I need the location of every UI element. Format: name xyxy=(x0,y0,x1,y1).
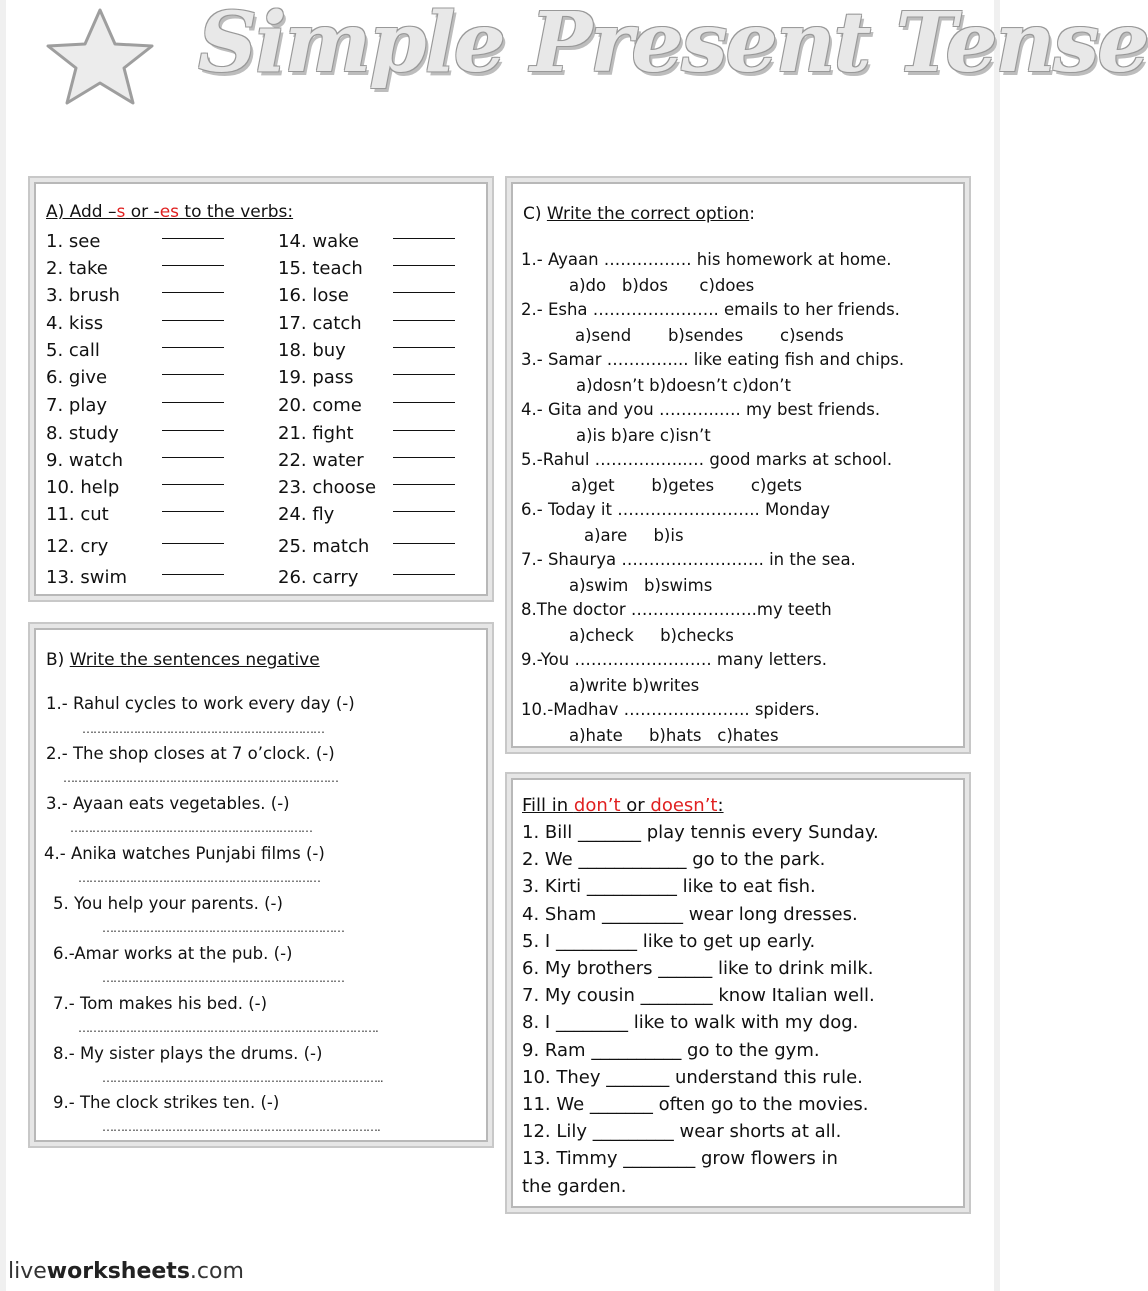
answer-options[interactable]: a)swim b)swims xyxy=(569,576,713,595)
answer-blank[interactable]: __________ xyxy=(591,1039,682,1061)
verb-answer-blank[interactable] xyxy=(162,347,224,348)
fill-in-sentence xyxy=(522,1121,841,1142)
fill-in-sentence xyxy=(522,1040,820,1061)
verb-item: 5. call xyxy=(46,340,100,361)
sentence-end: like to eat fish. xyxy=(682,876,816,898)
section-d-title: Fill in don’t or doesn’t: xyxy=(522,795,724,816)
option-question: 8.The doctor …………………..my teeth xyxy=(521,600,832,619)
negative-sentence: 4.- Anika watches Punjabi films (-) xyxy=(44,844,325,863)
sentence-end: understand this rule. xyxy=(674,1066,863,1088)
answer-line[interactable]: ………………………………………………………… xyxy=(102,971,344,985)
verb-item: 4. kiss xyxy=(46,313,104,334)
sentence-start: 10. They xyxy=(522,1066,601,1088)
verb-item: 14. wake xyxy=(278,231,359,252)
answer-blank[interactable]: _________ xyxy=(592,1121,674,1143)
verb-answer-blank[interactable] xyxy=(393,484,455,485)
answer-options[interactable]: a)send b)sendes c)sends xyxy=(575,326,844,345)
verb-answer-blank[interactable] xyxy=(393,457,455,458)
answer-blank[interactable]: ______ xyxy=(658,958,713,979)
fill-in-sentence xyxy=(522,822,879,843)
verb-item: 26. carry xyxy=(278,567,359,588)
option-question: 10.-Madhav ………………….. spiders. xyxy=(521,700,820,719)
sentence-start: 13. Timmy xyxy=(522,1148,618,1170)
answer-line[interactable]: …………………………………………………………………. xyxy=(102,1120,380,1134)
sentence-start: 11. We xyxy=(522,1094,585,1115)
negative-sentence: 1.- Rahul cycles to work every day (-) xyxy=(46,694,355,713)
answer-options[interactable]: a)get b)getes c)gets xyxy=(571,476,803,495)
option-question: 5.-Rahul ……………..… good marks at school. xyxy=(521,450,893,469)
verb-answer-blank[interactable] xyxy=(162,511,224,512)
sentence-end: wear shorts at all. xyxy=(679,1121,842,1143)
fill-in-sentence xyxy=(522,985,875,1006)
sentence-start: 12. Lily xyxy=(522,1121,588,1143)
verb-item: 9. watch xyxy=(46,450,124,471)
sentence-end: like to walk with my dog. xyxy=(633,1012,859,1034)
fill-in-sentence xyxy=(522,1067,863,1088)
sentence-start: 1. Bill xyxy=(522,822,573,843)
answer-blank[interactable]: _______ xyxy=(589,1094,653,1115)
verb-item: 22. water xyxy=(278,450,364,471)
fill-in-sentence xyxy=(522,849,825,870)
verb-item: 25. match xyxy=(278,536,370,557)
answer-blank[interactable]: ________ xyxy=(640,985,713,1007)
section-c-title: C) Write the correct option: xyxy=(523,204,755,224)
verb-answer-blank[interactable] xyxy=(162,402,224,403)
answer-options[interactable]: a)check b)checks xyxy=(569,626,734,645)
answer-blank[interactable]: _________ xyxy=(602,903,684,925)
sentence-start: 8. I xyxy=(522,1012,551,1034)
verb-item: 17. catch xyxy=(278,313,362,334)
option-question: 1.- Ayaan ……………. his homework at home. xyxy=(521,250,892,269)
sentence-start: 6. My brothers xyxy=(522,958,653,979)
verb-answer-blank[interactable] xyxy=(393,402,455,403)
fill-in-sentence xyxy=(522,958,873,979)
answer-options[interactable]: a)write b)writes xyxy=(569,676,700,695)
sentence-end: often go to the movies. xyxy=(658,1094,869,1115)
sentence-end: wear long dresses. xyxy=(688,903,858,925)
negative-sentence: 9.- The clock strikes ten. (-) xyxy=(53,1093,280,1112)
sentence-end: know Italian well. xyxy=(718,985,875,1007)
answer-line[interactable]: ………………………………………………………… xyxy=(102,921,344,935)
verb-answer-blank[interactable] xyxy=(162,543,224,544)
answer-blank[interactable]: _______ xyxy=(606,1066,670,1088)
verb-item: 18. buy xyxy=(278,340,346,361)
answer-options[interactable]: a)do b)dos c)does xyxy=(569,276,755,295)
fill-in-sentence xyxy=(522,904,858,925)
verb-answer-blank[interactable] xyxy=(393,238,455,239)
sentence-start: 9. Ram xyxy=(522,1039,586,1061)
verb-item: 8. study xyxy=(46,423,119,444)
page-title: Simple Present Tense xyxy=(198,0,1148,91)
verb-item: 2. take xyxy=(46,258,108,279)
sentence-end: grow flowers in xyxy=(700,1148,838,1170)
sentence-start: 7. My cousin xyxy=(522,985,635,1007)
negative-sentence: 8.- My sister plays the drums. (-) xyxy=(53,1044,323,1063)
option-question: 9.-You ……………………. many letters. xyxy=(521,650,828,669)
verb-answer-blank[interactable] xyxy=(162,484,224,485)
fill-in-sentence xyxy=(522,1094,869,1115)
verb-answer-blank[interactable] xyxy=(393,292,455,293)
negative-sentence: 3.- Ayaan eats vegetables. (-) xyxy=(46,794,290,813)
answer-blank[interactable]: ________ xyxy=(555,1012,628,1034)
fill-in-sentence xyxy=(522,1012,858,1033)
verb-item: 16. lose xyxy=(278,285,349,306)
section-d-box xyxy=(511,778,965,1208)
negative-sentence: 5. You help your parents. (-) xyxy=(53,894,283,913)
answer-blank[interactable]: __________ xyxy=(586,876,677,898)
option-question: 7.- Shaurya …………………….. in the sea. xyxy=(521,550,856,569)
verb-item: 3. brush xyxy=(46,285,120,306)
answer-options[interactable]: a)hate b)hats c)hates xyxy=(569,726,779,745)
verb-item: 10. help xyxy=(46,477,120,498)
answer-line[interactable]: ………………………………………………………………….. xyxy=(102,1071,383,1085)
verb-answer-blank[interactable] xyxy=(393,265,455,266)
option-question: 2.- Esha ………………….. emails to her friends. xyxy=(521,300,900,319)
verb-item: 15. teach xyxy=(278,258,363,279)
answer-blank[interactable]: _________ xyxy=(555,930,637,952)
answer-options[interactable]: a)is b)are c)isn’t xyxy=(576,426,711,445)
answer-line[interactable]: ………………………………………………………… xyxy=(70,821,312,835)
answer-line[interactable]: ………………………………………………………………………. xyxy=(78,1021,378,1035)
fill-in-sentence xyxy=(522,876,816,897)
verb-item: 20. come xyxy=(278,395,362,416)
verb-item: 19. pass xyxy=(278,367,354,388)
verb-answer-blank[interactable] xyxy=(162,320,224,321)
verb-answer-blank[interactable] xyxy=(162,238,224,239)
verb-item: 7. play xyxy=(46,395,108,416)
answer-options[interactable]: a)are b)is xyxy=(584,526,684,545)
option-question: 4.- Gita and you ………..…. my best friends. xyxy=(521,400,881,419)
verb-answer-blank[interactable] xyxy=(393,430,455,431)
negative-sentence: 6.-Amar works at the pub. (-) xyxy=(53,944,293,963)
verb-answer-blank[interactable] xyxy=(393,320,455,321)
verb-answer-blank[interactable] xyxy=(162,457,224,458)
answer-line[interactable]: ………………………………………………………… xyxy=(78,871,320,885)
verb-item: 13. swim xyxy=(46,567,127,588)
section-c-box xyxy=(511,182,965,748)
verb-answer-blank[interactable] xyxy=(393,511,455,512)
verb-answer-blank[interactable] xyxy=(393,543,455,544)
section-a-box xyxy=(34,182,488,596)
verb-answer-blank[interactable] xyxy=(162,430,224,431)
verb-item: 24. fly xyxy=(278,504,335,525)
answer-line[interactable]: ………………………………………………………………… xyxy=(63,771,338,785)
sentence-end: like to drink milk. xyxy=(718,958,874,979)
section-b-box xyxy=(34,628,488,1142)
verb-answer-blank[interactable] xyxy=(393,347,455,348)
verb-answer-blank[interactable] xyxy=(162,292,224,293)
negative-sentence: 7.- Tom makes his bed. (-) xyxy=(53,994,268,1013)
fill-in-sentence xyxy=(522,1148,838,1169)
footer-logo: liveworksheets.com xyxy=(8,1259,244,1284)
verb-item: 23. choose xyxy=(278,477,377,498)
option-question: 3.- Samar …………... like eating fish and chips. xyxy=(521,350,905,369)
verb-answer-blank[interactable] xyxy=(162,265,224,266)
answer-blank[interactable]: ________ xyxy=(623,1148,696,1170)
sentence-start: 4. Sham xyxy=(522,903,597,925)
answer-line[interactable]: ………………………………………………………… xyxy=(82,722,324,736)
verb-item: 6. give xyxy=(46,367,108,388)
verb-item: 21. fight xyxy=(278,423,354,444)
sentence-end: go to the park. xyxy=(692,849,826,871)
sentence-start: 5. I xyxy=(522,930,551,952)
verb-answer-blank[interactable] xyxy=(393,374,455,375)
option-question: 6.- Today it …………………….. Monday xyxy=(521,500,831,519)
answer-blank[interactable]: _______ xyxy=(577,822,641,843)
fill-in-sentence xyxy=(522,931,815,952)
verb-item: 11. cut xyxy=(46,504,109,525)
sentence-start: 3. Kirti xyxy=(522,876,582,898)
negative-sentence: 2.- The shop closes at 7 o’clock. (-) xyxy=(46,744,335,763)
section-b-title: B) Write the sentences negative xyxy=(46,650,320,670)
sentence-end: play tennis every Sunday. xyxy=(646,822,879,843)
section-a-title: A) Add –s or -es to the verbs: xyxy=(46,202,294,222)
verb-answer-blank[interactable] xyxy=(162,374,224,375)
sentence-continuation: the garden. xyxy=(522,1175,627,1197)
sentence-start: 2. We xyxy=(522,849,573,871)
answer-blank[interactable]: ____________ xyxy=(578,849,687,871)
answer-options[interactable]: a)dosn’t b)doesn’t c)don’t xyxy=(576,376,792,395)
verb-answer-blank[interactable] xyxy=(162,574,224,575)
verb-answer-blank[interactable] xyxy=(393,574,455,575)
sentence-end: go to the gym. xyxy=(687,1039,820,1061)
sentence-end: like to get up early. xyxy=(642,930,816,952)
verb-item: 12. cry xyxy=(46,536,109,557)
verb-item: 1. see xyxy=(46,231,101,252)
title-banner xyxy=(0,0,1148,150)
